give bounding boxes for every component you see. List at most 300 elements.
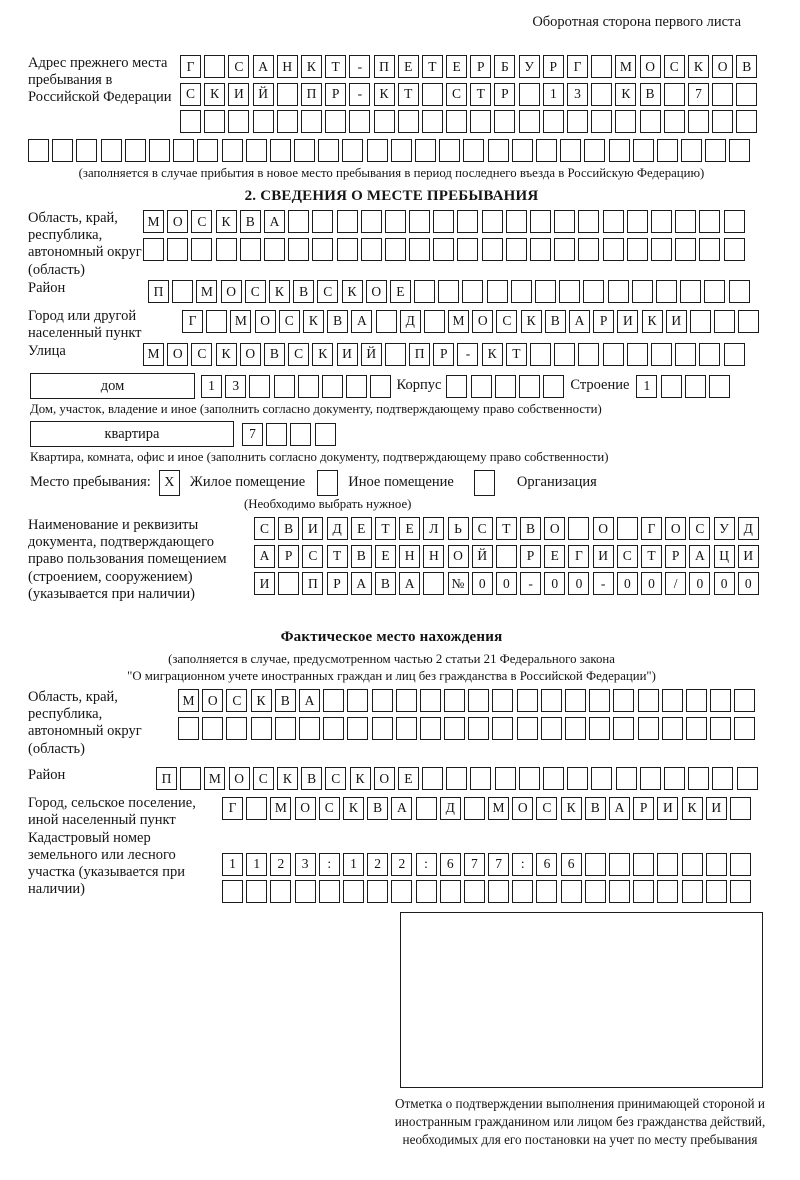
grid-cell[interactable] bbox=[301, 110, 322, 133]
grid-cell[interactable]: Р bbox=[325, 83, 346, 106]
grid-cell[interactable] bbox=[536, 880, 557, 903]
grid-cell[interactable]: М bbox=[270, 797, 291, 820]
grid-cell[interactable] bbox=[578, 238, 599, 261]
grid-cell[interactable]: 1 bbox=[246, 853, 267, 876]
grid-cell[interactable]: С bbox=[288, 343, 309, 366]
grid-cell[interactable] bbox=[603, 210, 624, 233]
grid-cell[interactable] bbox=[414, 280, 435, 303]
grid-cell[interactable] bbox=[266, 423, 287, 446]
grid-cell[interactable] bbox=[609, 853, 630, 876]
grid-cell[interactable] bbox=[337, 238, 358, 261]
grid-cell[interactable]: Д bbox=[327, 517, 348, 540]
grid-cell[interactable] bbox=[315, 423, 336, 446]
grid-cell[interactable]: Й bbox=[361, 343, 382, 366]
grid-cell[interactable]: Б bbox=[494, 55, 515, 78]
grid-cell[interactable]: Й bbox=[253, 83, 274, 106]
grid-cell[interactable] bbox=[536, 139, 557, 162]
grid-cell[interactable]: Р bbox=[543, 55, 564, 78]
grid-cell[interactable] bbox=[433, 210, 454, 233]
grid-cell[interactable]: К bbox=[269, 280, 290, 303]
grid-cell[interactable]: Г bbox=[567, 55, 588, 78]
grid-cell[interactable] bbox=[462, 280, 483, 303]
grid-cell[interactable]: 0 bbox=[738, 572, 759, 595]
grid-cell[interactable]: 1 bbox=[222, 853, 243, 876]
grid-cell[interactable]: С bbox=[496, 310, 517, 333]
grid-cell[interactable] bbox=[253, 110, 274, 133]
grid-cell[interactable] bbox=[342, 139, 363, 162]
grid-cell[interactable]: В bbox=[327, 310, 348, 333]
grid-cell[interactable] bbox=[468, 689, 489, 712]
grid-cell[interactable]: А bbox=[351, 572, 372, 595]
grid-cell[interactable] bbox=[240, 238, 261, 261]
grid-cell[interactable]: 1 bbox=[543, 83, 564, 106]
grid-cell[interactable] bbox=[409, 238, 430, 261]
grid-cell[interactable]: К bbox=[342, 280, 363, 303]
grid-cell[interactable] bbox=[295, 880, 316, 903]
grid-cell[interactable]: С bbox=[689, 517, 710, 540]
grid-cell[interactable]: Е bbox=[446, 55, 467, 78]
grid-cell[interactable] bbox=[699, 343, 720, 366]
grid-cell[interactable] bbox=[690, 310, 711, 333]
grid-cell[interactable] bbox=[101, 139, 122, 162]
grid-cell[interactable] bbox=[554, 343, 575, 366]
grid-cell[interactable] bbox=[446, 110, 467, 133]
grid-cell[interactable] bbox=[591, 55, 612, 78]
grid-cell[interactable]: 3 bbox=[295, 853, 316, 876]
grid-cell[interactable] bbox=[704, 280, 725, 303]
grid-cell[interactable]: В bbox=[351, 545, 372, 568]
grid-cell[interactable]: К bbox=[277, 767, 298, 790]
grid-cell[interactable]: 0 bbox=[568, 572, 589, 595]
grid-cell[interactable]: С bbox=[472, 517, 493, 540]
grid-cell[interactable] bbox=[688, 767, 709, 790]
grid-cell[interactable]: Р bbox=[494, 83, 515, 106]
grid-cell[interactable] bbox=[714, 310, 735, 333]
grid-cell[interactable]: Ь bbox=[448, 517, 469, 540]
grid-cell[interactable] bbox=[416, 880, 437, 903]
grid-cell[interactable]: О bbox=[472, 310, 493, 333]
grid-cell[interactable]: Т bbox=[325, 55, 346, 78]
grid-cell[interactable]: И bbox=[228, 83, 249, 106]
grid-cell[interactable] bbox=[172, 280, 193, 303]
grid-cell[interactable]: Й bbox=[472, 545, 493, 568]
grid-cell[interactable] bbox=[686, 689, 707, 712]
grid-cell[interactable] bbox=[361, 210, 382, 233]
grid-cell[interactable]: К bbox=[688, 55, 709, 78]
grid-cell[interactable] bbox=[439, 139, 460, 162]
grid-cell[interactable] bbox=[583, 280, 604, 303]
grid-cell[interactable] bbox=[325, 110, 346, 133]
grid-cell[interactable]: П bbox=[374, 55, 395, 78]
grid-cell[interactable] bbox=[277, 110, 298, 133]
grid-cell[interactable]: Р bbox=[327, 572, 348, 595]
grid-cell[interactable]: К bbox=[216, 343, 237, 366]
grid-cell[interactable] bbox=[565, 717, 586, 740]
grid-cell[interactable]: М bbox=[143, 210, 164, 233]
grid-cell[interactable] bbox=[270, 139, 291, 162]
grid-cell[interactable]: 0 bbox=[544, 572, 565, 595]
grid-cell[interactable] bbox=[591, 110, 612, 133]
grid-cell[interactable]: У bbox=[519, 55, 540, 78]
grid-cell[interactable]: К bbox=[561, 797, 582, 820]
grid-cell[interactable] bbox=[440, 880, 461, 903]
grid-cell[interactable]: К bbox=[301, 55, 322, 78]
grid-cell[interactable] bbox=[222, 139, 243, 162]
grid-cell[interactable]: И bbox=[302, 517, 323, 540]
grid-cell[interactable] bbox=[609, 139, 630, 162]
grid-cell[interactable]: С bbox=[180, 83, 201, 106]
grid-cell[interactable] bbox=[367, 880, 388, 903]
grid-cell[interactable] bbox=[385, 238, 406, 261]
grid-cell[interactable] bbox=[422, 110, 443, 133]
grid-cell[interactable]: С bbox=[245, 280, 266, 303]
grid-cell[interactable]: А bbox=[609, 797, 630, 820]
grid-cell[interactable] bbox=[554, 210, 575, 233]
grid-cell[interactable] bbox=[561, 880, 582, 903]
grid-cell[interactable] bbox=[396, 717, 417, 740]
grid-cell[interactable]: В bbox=[367, 797, 388, 820]
grid-cell[interactable] bbox=[337, 210, 358, 233]
grid-cell[interactable]: К bbox=[350, 767, 371, 790]
grid-cell[interactable] bbox=[274, 375, 295, 398]
grid-cell[interactable]: К bbox=[204, 83, 225, 106]
grid-cell[interactable] bbox=[376, 310, 397, 333]
grid-cell[interactable] bbox=[372, 717, 393, 740]
grid-cell[interactable] bbox=[246, 880, 267, 903]
grid-cell[interactable]: 0 bbox=[496, 572, 517, 595]
grid-cell[interactable] bbox=[464, 880, 485, 903]
grid-cell[interactable]: П bbox=[409, 343, 430, 366]
grid-cell[interactable]: С bbox=[664, 55, 685, 78]
grid-cell[interactable]: О bbox=[544, 517, 565, 540]
grid-cell[interactable] bbox=[323, 689, 344, 712]
grid-cell[interactable] bbox=[543, 375, 564, 398]
grid-cell[interactable] bbox=[463, 139, 484, 162]
grid-cell[interactable] bbox=[251, 717, 272, 740]
grid-cell[interactable] bbox=[471, 375, 492, 398]
grid-cell[interactable] bbox=[206, 310, 227, 333]
grid-cell[interactable]: О bbox=[448, 545, 469, 568]
grid-cell[interactable] bbox=[420, 717, 441, 740]
grid-cell[interactable]: 7 bbox=[242, 423, 263, 446]
grid-cell[interactable]: 2 bbox=[367, 853, 388, 876]
grid-cell[interactable] bbox=[633, 853, 654, 876]
grid-cell[interactable]: 0 bbox=[641, 572, 662, 595]
grid-cell[interactable] bbox=[372, 689, 393, 712]
grid-cell[interactable] bbox=[391, 139, 412, 162]
grid-cell[interactable]: 6 bbox=[536, 853, 557, 876]
grid-cell[interactable] bbox=[664, 767, 685, 790]
grid-cell[interactable]: С bbox=[253, 767, 274, 790]
grid-cell[interactable] bbox=[724, 210, 745, 233]
grid-cell[interactable] bbox=[457, 210, 478, 233]
grid-cell[interactable] bbox=[729, 280, 750, 303]
grid-cell[interactable]: 1 bbox=[201, 375, 222, 398]
grid-cell[interactable]: М bbox=[204, 767, 225, 790]
grid-cell[interactable] bbox=[496, 545, 517, 568]
grid-cell[interactable]: Е bbox=[399, 517, 420, 540]
grid-cell[interactable] bbox=[204, 55, 225, 78]
grid-cell[interactable]: И bbox=[666, 310, 687, 333]
grid-cell[interactable]: 7 bbox=[688, 83, 709, 106]
grid-cell[interactable]: О bbox=[229, 767, 250, 790]
grid-cell[interactable]: Т bbox=[641, 545, 662, 568]
grid-cell[interactable] bbox=[578, 343, 599, 366]
grid-cell[interactable] bbox=[422, 83, 443, 106]
grid-cell[interactable] bbox=[173, 139, 194, 162]
grid-cell[interactable] bbox=[204, 110, 225, 133]
grid-cell[interactable] bbox=[608, 280, 629, 303]
grid-cell[interactable] bbox=[560, 139, 581, 162]
grid-cell[interactable] bbox=[530, 238, 551, 261]
grid-cell[interactable] bbox=[585, 880, 606, 903]
grid-cell[interactable] bbox=[651, 343, 672, 366]
grid-cell[interactable]: С bbox=[191, 210, 212, 233]
grid-cell[interactable] bbox=[738, 310, 759, 333]
grid-cell[interactable] bbox=[638, 717, 659, 740]
grid-cell[interactable] bbox=[415, 139, 436, 162]
grid-cell[interactable] bbox=[488, 139, 509, 162]
grid-cell[interactable]: Е bbox=[375, 545, 396, 568]
grid-cell[interactable] bbox=[424, 310, 445, 333]
grid-cell[interactable] bbox=[264, 238, 285, 261]
grid-cell[interactable] bbox=[323, 717, 344, 740]
grid-cell[interactable] bbox=[632, 280, 653, 303]
grid-cell[interactable] bbox=[578, 210, 599, 233]
grid-cell[interactable]: А bbox=[351, 310, 372, 333]
grid-cell[interactable] bbox=[737, 767, 758, 790]
grid-cell[interactable]: А bbox=[254, 545, 275, 568]
grid-cell[interactable]: И bbox=[617, 310, 638, 333]
grid-cell[interactable] bbox=[661, 375, 682, 398]
grid-cell[interactable]: М bbox=[448, 310, 469, 333]
grid-cell[interactable] bbox=[615, 110, 636, 133]
grid-cell[interactable]: Р bbox=[470, 55, 491, 78]
grid-cell[interactable] bbox=[385, 210, 406, 233]
stay-type-checkbox-inoe[interactable] bbox=[317, 470, 338, 496]
grid-cell[interactable]: В bbox=[585, 797, 606, 820]
grid-cell[interactable] bbox=[664, 110, 685, 133]
grid-cell[interactable] bbox=[589, 717, 610, 740]
grid-cell[interactable]: К bbox=[303, 310, 324, 333]
grid-cell[interactable] bbox=[457, 238, 478, 261]
grid-cell[interactable] bbox=[396, 689, 417, 712]
grid-cell[interactable]: А bbox=[689, 545, 710, 568]
grid-cell[interactable]: - bbox=[457, 343, 478, 366]
grid-cell[interactable]: С bbox=[279, 310, 300, 333]
grid-cell[interactable]: Т bbox=[375, 517, 396, 540]
grid-cell[interactable]: С bbox=[325, 767, 346, 790]
grid-cell[interactable] bbox=[662, 689, 683, 712]
grid-cell[interactable] bbox=[470, 110, 491, 133]
grid-cell[interactable]: Е bbox=[398, 767, 419, 790]
grid-cell[interactable]: О bbox=[366, 280, 387, 303]
grid-cell[interactable] bbox=[585, 853, 606, 876]
grid-cell[interactable] bbox=[640, 110, 661, 133]
grid-cell[interactable] bbox=[468, 717, 489, 740]
grid-cell[interactable]: Р bbox=[665, 545, 686, 568]
grid-cell[interactable]: С bbox=[228, 55, 249, 78]
grid-cell[interactable] bbox=[288, 210, 309, 233]
grid-cell[interactable] bbox=[543, 767, 564, 790]
grid-cell[interactable] bbox=[511, 280, 532, 303]
grid-cell[interactable] bbox=[736, 83, 757, 106]
grid-cell[interactable] bbox=[730, 853, 751, 876]
grid-cell[interactable] bbox=[202, 717, 223, 740]
grid-cell[interactable] bbox=[487, 280, 508, 303]
grid-cell[interactable]: Т bbox=[496, 517, 517, 540]
grid-cell[interactable]: В bbox=[264, 343, 285, 366]
grid-cell[interactable]: О bbox=[240, 343, 261, 366]
grid-cell[interactable]: Е bbox=[351, 517, 372, 540]
grid-cell[interactable]: В bbox=[278, 517, 299, 540]
grid-cell[interactable]: К bbox=[682, 797, 703, 820]
grid-cell[interactable] bbox=[288, 238, 309, 261]
grid-cell[interactable]: О bbox=[593, 517, 614, 540]
grid-cell[interactable]: С bbox=[191, 343, 212, 366]
grid-cell[interactable] bbox=[492, 689, 513, 712]
grid-cell[interactable] bbox=[705, 139, 726, 162]
grid-cell[interactable]: 7 bbox=[488, 853, 509, 876]
grid-cell[interactable] bbox=[488, 880, 509, 903]
grid-cell[interactable] bbox=[640, 767, 661, 790]
grid-cell[interactable] bbox=[688, 110, 709, 133]
grid-cell[interactable] bbox=[495, 767, 516, 790]
grid-cell[interactable] bbox=[633, 880, 654, 903]
grid-cell[interactable] bbox=[724, 343, 745, 366]
grid-cell[interactable]: С bbox=[319, 797, 340, 820]
grid-cell[interactable]: Л bbox=[423, 517, 444, 540]
grid-cell[interactable] bbox=[143, 238, 164, 261]
grid-cell[interactable]: Е bbox=[390, 280, 411, 303]
grid-cell[interactable]: В bbox=[293, 280, 314, 303]
grid-cell[interactable]: Ц bbox=[714, 545, 735, 568]
grid-cell[interactable] bbox=[584, 139, 605, 162]
grid-cell[interactable]: С bbox=[446, 83, 467, 106]
grid-cell[interactable]: Г bbox=[641, 517, 662, 540]
grid-cell[interactable] bbox=[729, 139, 750, 162]
grid-cell[interactable]: 1 bbox=[636, 375, 657, 398]
grid-cell[interactable]: О bbox=[221, 280, 242, 303]
grid-cell[interactable]: Т bbox=[398, 83, 419, 106]
grid-cell[interactable]: П bbox=[156, 767, 177, 790]
grid-cell[interactable] bbox=[559, 280, 580, 303]
grid-cell[interactable] bbox=[535, 280, 556, 303]
grid-cell[interactable] bbox=[343, 880, 364, 903]
grid-cell[interactable] bbox=[52, 139, 73, 162]
grid-cell[interactable]: А bbox=[569, 310, 590, 333]
grid-cell[interactable] bbox=[591, 767, 612, 790]
grid-cell[interactable] bbox=[686, 717, 707, 740]
stay-type-checkbox-org[interactable] bbox=[474, 470, 495, 496]
grid-cell[interactable]: 1 bbox=[343, 853, 364, 876]
grid-cell[interactable] bbox=[682, 853, 703, 876]
grid-cell[interactable] bbox=[322, 375, 343, 398]
grid-cell[interactable] bbox=[567, 767, 588, 790]
grid-cell[interactable] bbox=[433, 238, 454, 261]
grid-cell[interactable]: О bbox=[255, 310, 276, 333]
grid-cell[interactable]: И bbox=[657, 797, 678, 820]
grid-cell[interactable]: О bbox=[167, 210, 188, 233]
stay-type-checkbox-zhiloe[interactable]: X bbox=[159, 470, 180, 496]
grid-cell[interactable]: 0 bbox=[714, 572, 735, 595]
grid-cell[interactable]: К bbox=[521, 310, 542, 333]
grid-cell[interactable] bbox=[391, 880, 412, 903]
grid-cell[interactable] bbox=[736, 110, 757, 133]
grid-cell[interactable] bbox=[347, 689, 368, 712]
grid-cell[interactable]: К bbox=[251, 689, 272, 712]
grid-cell[interactable] bbox=[370, 375, 391, 398]
grid-cell[interactable]: И bbox=[706, 797, 727, 820]
grid-cell[interactable] bbox=[506, 238, 527, 261]
grid-cell[interactable]: О bbox=[167, 343, 188, 366]
grid-cell[interactable] bbox=[712, 767, 733, 790]
grid-cell[interactable] bbox=[565, 689, 586, 712]
grid-cell[interactable]: М bbox=[488, 797, 509, 820]
grid-cell[interactable]: Р bbox=[633, 797, 654, 820]
grid-cell[interactable] bbox=[180, 110, 201, 133]
grid-cell[interactable]: О bbox=[295, 797, 316, 820]
grid-cell[interactable]: Е bbox=[398, 55, 419, 78]
grid-cell[interactable] bbox=[290, 423, 311, 446]
grid-cell[interactable]: П bbox=[148, 280, 169, 303]
grid-cell[interactable] bbox=[543, 110, 564, 133]
grid-cell[interactable]: П bbox=[301, 83, 322, 106]
grid-cell[interactable]: Н bbox=[399, 545, 420, 568]
grid-cell[interactable]: О bbox=[512, 797, 533, 820]
grid-cell[interactable] bbox=[613, 717, 634, 740]
grid-cell[interactable]: В bbox=[736, 55, 757, 78]
grid-cell[interactable] bbox=[664, 83, 685, 106]
grid-cell[interactable]: 2 bbox=[391, 853, 412, 876]
grid-cell[interactable] bbox=[591, 83, 612, 106]
grid-cell[interactable] bbox=[633, 139, 654, 162]
grid-cell[interactable]: - bbox=[520, 572, 541, 595]
grid-cell[interactable] bbox=[662, 717, 683, 740]
grid-cell[interactable]: С bbox=[254, 517, 275, 540]
grid-cell[interactable]: - bbox=[593, 572, 614, 595]
grid-cell[interactable] bbox=[656, 280, 677, 303]
grid-cell[interactable]: Н bbox=[423, 545, 444, 568]
grid-cell[interactable] bbox=[409, 210, 430, 233]
grid-cell[interactable] bbox=[178, 717, 199, 740]
grid-cell[interactable]: И bbox=[593, 545, 614, 568]
grid-cell[interactable]: М bbox=[196, 280, 217, 303]
grid-cell[interactable] bbox=[554, 238, 575, 261]
grid-cell[interactable]: У bbox=[714, 517, 735, 540]
grid-cell[interactable]: К bbox=[615, 83, 636, 106]
grid-cell[interactable] bbox=[422, 767, 443, 790]
grid-cell[interactable] bbox=[125, 139, 146, 162]
grid-cell[interactable] bbox=[706, 853, 727, 876]
grid-cell[interactable] bbox=[470, 767, 491, 790]
grid-cell[interactable] bbox=[216, 238, 237, 261]
grid-cell[interactable] bbox=[699, 238, 720, 261]
grid-cell[interactable]: В bbox=[640, 83, 661, 106]
grid-cell[interactable]: / bbox=[665, 572, 686, 595]
grid-cell[interactable]: М bbox=[143, 343, 164, 366]
grid-cell[interactable] bbox=[651, 238, 672, 261]
grid-cell[interactable] bbox=[294, 139, 315, 162]
grid-cell[interactable] bbox=[180, 767, 201, 790]
grid-cell[interactable] bbox=[603, 238, 624, 261]
grid-cell[interactable]: Д bbox=[738, 517, 759, 540]
grid-cell[interactable] bbox=[416, 797, 437, 820]
grid-cell[interactable] bbox=[191, 238, 212, 261]
grid-cell[interactable] bbox=[367, 139, 388, 162]
grid-cell[interactable] bbox=[28, 139, 49, 162]
grid-cell[interactable] bbox=[734, 689, 755, 712]
